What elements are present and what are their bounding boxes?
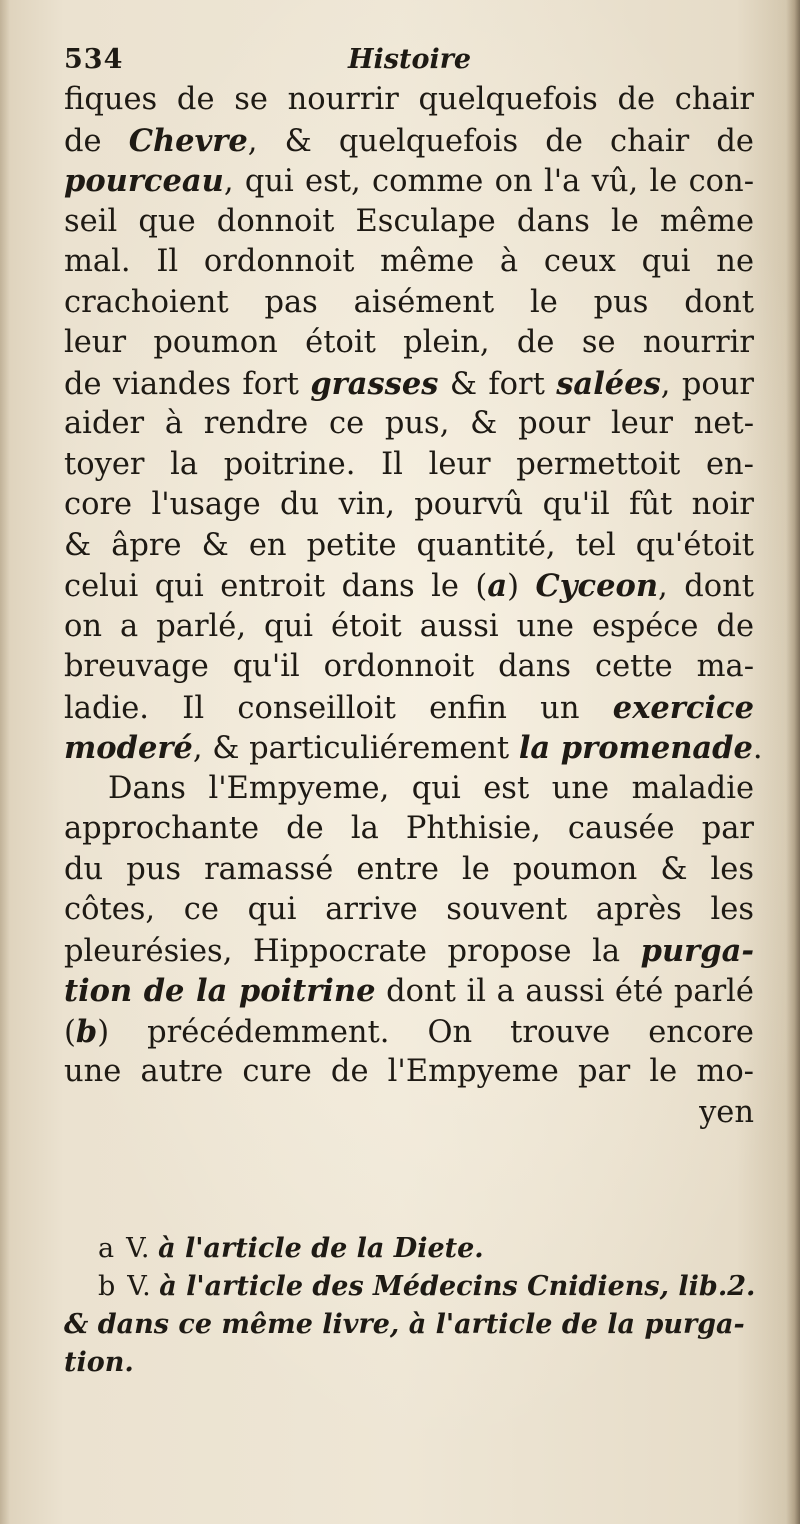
footnote-mark: a (98, 1233, 115, 1264)
text-line (64, 971, 754, 1012)
text-line (64, 323, 754, 364)
italic-text: tion de la poitrine (64, 973, 376, 1009)
text-segment: ladie. Il conseilloit enfin un (64, 690, 613, 726)
text-segment: , & quelquefois de chair de (247, 123, 754, 159)
text-line (64, 647, 754, 688)
text-segment: , pour (660, 366, 754, 402)
footnote-line (64, 1268, 754, 1306)
text-line (64, 728, 763, 769)
footnote-line (64, 1306, 754, 1344)
page-left-shadow (0, 0, 10, 1524)
text-segment: fiques de se nourrir quelquefois de chair (64, 82, 754, 117)
text-segment: une autre cure de l'Empyeme par le mo- (64, 1054, 754, 1089)
footnotes (64, 1230, 754, 1382)
text-line (64, 1012, 754, 1053)
italic-text: grasses (310, 365, 439, 402)
text-segment: seil que donnoit Esculape dans le même (64, 203, 754, 239)
text-segment: , & particuliérement (192, 731, 519, 766)
text-segment: core l'usage du vin, pourvû qu'il fût noir (64, 487, 754, 522)
page-header (64, 44, 754, 84)
footnote-text: & dans ce même livre, à l'article de la purga- (64, 1309, 745, 1340)
text-line (64, 890, 754, 931)
text-line (64, 809, 754, 850)
text-segment: du pus ramassé entre le poumon & les (64, 851, 754, 887)
text-segment: Dans l'Empyeme, qui est une maladie (108, 770, 754, 806)
text-line (64, 404, 754, 445)
footnote-line (64, 1230, 754, 1268)
text-segment: crachoient pas aisément le pus dont (64, 284, 754, 320)
italic-text: moderé (64, 730, 193, 766)
footnote-text: tion. (64, 1347, 134, 1378)
text-segment: approchante de la Phthisie, causée par (64, 811, 754, 846)
footnote-text: V. (126, 1233, 159, 1264)
text-segment: & âpre & en petite quantité, tel qu'étoit (64, 527, 754, 563)
text-line (64, 445, 754, 486)
text-segment: . (752, 731, 763, 766)
italic-text: pourceau (64, 163, 224, 199)
footnote-mark: b (98, 1271, 116, 1302)
text-line (64, 364, 754, 405)
text-segment: celui qui entroit dans le ( (64, 569, 488, 604)
text-segment: toyer la poitrine. Il leur permettoit en- (64, 446, 754, 482)
text-segment: pleurésies, Hippocrate propose la (64, 933, 641, 969)
italic-text: a (487, 568, 508, 604)
footnote-line (64, 1344, 754, 1382)
body-text (64, 80, 763, 1133)
text-segment: de viandes fort (64, 366, 311, 402)
text-segment: ) précédemment. On trouve encore (97, 1014, 754, 1050)
page-number: 534 (64, 44, 124, 75)
footnote-text: V. (127, 1271, 160, 1302)
text-segment: mal. Il ordonnoit même à ceux qui ne (64, 244, 754, 279)
text-line (64, 80, 754, 121)
text-segment: on a parlé, qui étoit aussi une espéce de (64, 608, 754, 644)
text-line (64, 526, 754, 567)
text-line (64, 485, 754, 526)
text-segment: côtes, ce qui arrive souvent après les (64, 892, 754, 927)
italic-text: b (75, 1013, 98, 1050)
footnote-text: à l'article des Médecins Cnidiens, lib.2. (159, 1271, 756, 1302)
running-title: Histoire (348, 44, 472, 75)
text-line (64, 121, 754, 162)
italic-text: Chevre (128, 122, 248, 159)
text-line (64, 1052, 754, 1093)
italic-text: purga- (640, 932, 754, 969)
text-line (64, 688, 754, 729)
italic-text: salées (556, 365, 661, 402)
text-line (64, 242, 754, 283)
text-line (64, 283, 754, 324)
text-segment: breuvage qu'il ordonnoit dans cette ma- (64, 649, 754, 684)
text-segment: ) (507, 569, 536, 604)
page-right-gutter-shadow (786, 0, 800, 1524)
text-segment: , qui est, comme on l'a vû, le con- (223, 164, 754, 199)
text-line (64, 161, 754, 202)
italic-text: Cyceon (535, 568, 658, 604)
text-line (64, 850, 754, 891)
text-segment: & fort (438, 366, 557, 402)
text-segment: leur poumon étoit plein, de se nourrir (64, 325, 754, 360)
text-segment: ( (64, 1014, 76, 1050)
text-line (64, 1093, 754, 1134)
text-segment: dont il a aussi été parlé (375, 974, 754, 1009)
italic-text: exercice (612, 689, 754, 726)
text-line (64, 566, 754, 607)
text-segment: aider à rendre ce pus, & pour leur net- (64, 406, 754, 441)
text-line (64, 202, 754, 243)
text-segment: de (64, 123, 129, 159)
text-line (64, 931, 754, 972)
footnote-text: à l'article de la Diete. (158, 1233, 484, 1264)
italic-text: la promenade (518, 730, 753, 766)
text-segment: , dont (658, 569, 754, 604)
text-segment: yen (699, 1094, 754, 1130)
text-line (64, 607, 754, 648)
text-line (64, 769, 754, 810)
